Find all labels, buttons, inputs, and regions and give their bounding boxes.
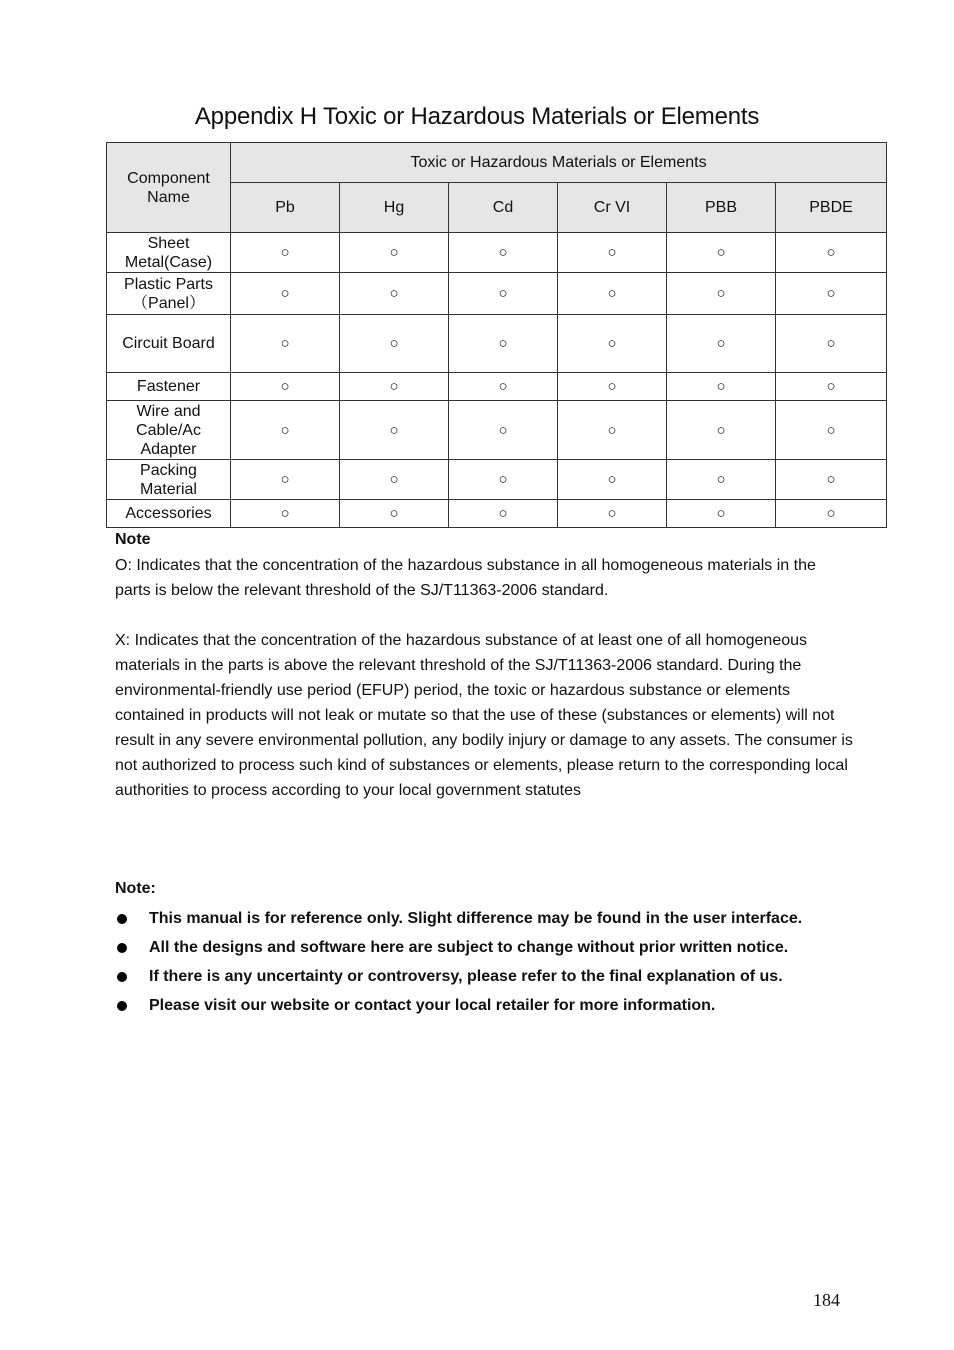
component-name-header: Component Name [107,143,231,233]
mark-cell: ○ [231,460,340,500]
column-header: Pb [231,183,340,233]
mark-cell: ○ [449,233,558,273]
mark-cell: ○ [558,315,667,373]
mark-cell: ○ [231,500,340,528]
component-name: Packing Material [107,460,231,500]
table-row [107,460,887,500]
mark-cell: ○ [340,273,449,315]
mark-cell: ○ [667,460,776,500]
mark-cell: ○ [776,460,887,500]
table-row [107,500,887,528]
note-heading: Note [115,531,151,548]
mark-cell: ○ [776,273,887,315]
bullet-icon [117,914,127,924]
list-item-text: Please visit our website or contact your local retailer for more information. [149,997,716,1014]
mark-cell: ○ [449,460,558,500]
mark-cell: ○ [340,233,449,273]
component-name: Accessories [107,500,231,528]
mark-cell: ○ [558,233,667,273]
mark-cell: ○ [340,500,449,528]
list-item [115,993,875,1022]
mark-cell: ○ [776,373,887,401]
mark-cell: ○ [667,233,776,273]
component-name: Circuit Board [107,315,231,373]
mark-cell: ○ [231,315,340,373]
list-item-text: All the designs and software here are subject to change without prior written notice. [149,939,789,956]
list-item-text: If there is any uncertainty or controversy, please refer to the final explanation of us. [149,968,783,985]
column-header: Cr VI [558,183,667,233]
disclaimer-list [115,906,875,1022]
mark-cell: ○ [449,500,558,528]
mark-cell: ○ [776,315,887,373]
mark-cell: ○ [449,315,558,373]
mark-cell: ○ [231,401,340,460]
list-item [115,935,875,964]
page-title: Appendix H Toxic or Hazardous Materials or Elements [194,103,760,130]
mark-cell: ○ [776,233,887,273]
mark-cell: ○ [449,373,558,401]
column-header: Hg [340,183,449,233]
mark-cell: ○ [340,315,449,373]
mark-cell: ○ [449,273,558,315]
mark-cell: ○ [231,233,340,273]
mark-cell: ○ [340,373,449,401]
group-header: Toxic or Hazardous Materials or Elements [231,143,887,183]
mark-cell: ○ [776,500,887,528]
mark-cell: ○ [558,273,667,315]
bullet-icon [117,972,127,982]
list-item-text: This manual is for reference only. Slight difference may be found in the user interface. [149,910,803,927]
mark-cell: ○ [558,401,667,460]
table-row [107,373,887,401]
mark-cell: ○ [667,401,776,460]
list-item [115,906,875,935]
component-name: Sheet Metal(Case) [107,233,231,273]
mark-cell: ○ [449,401,558,460]
mark-cell: ○ [231,273,340,315]
mark-cell: ○ [558,500,667,528]
mark-cell: ○ [558,373,667,401]
mark-cell: ○ [231,373,340,401]
mark-cell: ○ [667,373,776,401]
mark-cell: ○ [667,315,776,373]
mark-cell: ○ [667,500,776,528]
component-name: Plastic Parts （Panel） [107,273,231,315]
bullet-icon [117,1001,127,1011]
bullet-icon [117,943,127,953]
column-header: Cd [449,183,558,233]
disclaimer-heading: Note: [115,880,156,897]
hazardous-materials-table [106,142,887,528]
mark-cell: ○ [558,460,667,500]
page-number: 184 [813,1290,840,1310]
table-row [107,315,887,373]
table-row [107,233,887,273]
mark-cell: ○ [340,401,449,460]
component-name: Fastener [107,373,231,401]
column-header: PBDE [776,183,887,233]
mark-cell: ○ [340,460,449,500]
note-o-paragraph: O: Indicates that the concentration of the hazardous substance in all homogeneous materials in the parts is below the relevant threshold of the SJ/T11363-2006 standard. [115,557,816,599]
column-header: PBB [667,183,776,233]
mark-cell: ○ [776,401,887,460]
mark-cell: ○ [667,273,776,315]
table-row [107,273,887,315]
list-item [115,964,875,993]
table-row [107,401,887,460]
note-x-paragraph: X: Indicates that the concentration of the hazardous substance of at least one of all homogeneous materials in the parts is above the relevant threshold of the SJ/T11363-2006 standard. During the environmental-friendly use period (EFUP) period, the toxic or hazardous substance or elements contained in products will not leak or mutate so that the use of these (substances or elements) will not result in any severe environmental pollution, any bodily injury or damage to any assets. The consumer is not authorized to process such kind of substances or elements, please return to the corresponding local authorities to process according to your local government statutes [115,632,853,799]
component-name: Wire and Cable/Ac Adapter [107,401,231,460]
